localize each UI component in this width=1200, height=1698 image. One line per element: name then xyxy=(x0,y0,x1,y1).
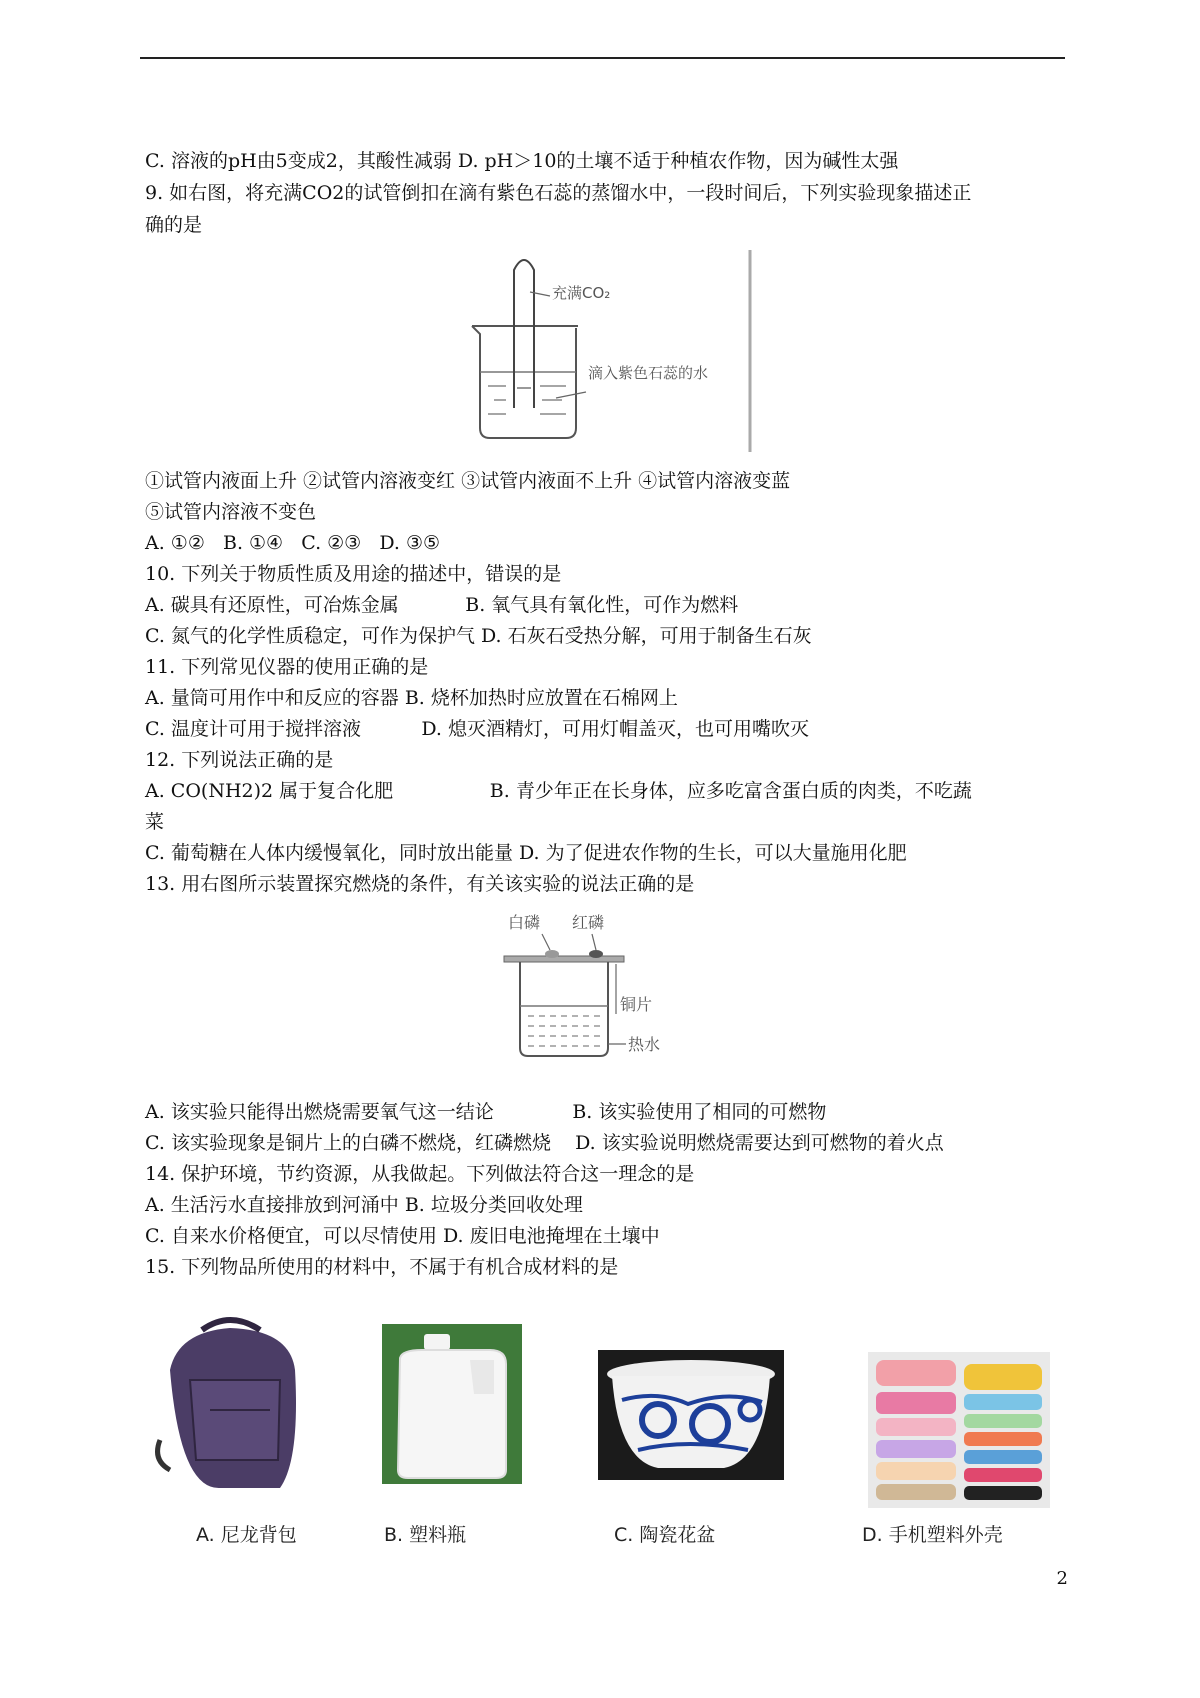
text-line: C. 溶液的pH由5变成2，其酸性减弱 D. pH＞10的土壤不适于种植农作物，因为碱性太强 xyxy=(145,150,899,172)
answer-options: A. ①② B. ①④ C. ②③ D. ③⑤ xyxy=(145,532,441,554)
text-line: 菜 xyxy=(145,811,165,833)
ceramic-flowerpot-image xyxy=(598,1350,784,1480)
question-9: 9. 如右图，将充满CO2的试管倒扣在滴有紫色石蕊的蒸馏水中，一段时间后，下列实验现象描述正 xyxy=(145,182,972,204)
text-line: ⑤试管内溶液不变色 xyxy=(145,501,317,523)
label-red-phosphorus: 红磷 xyxy=(572,913,605,932)
caption-c: C. 陶瓷花盆 xyxy=(614,1524,716,1546)
caption-a: A. 尼龙背包 xyxy=(196,1524,297,1546)
label-co2: 充满CO₂ xyxy=(552,284,611,302)
text-line: C. 自来水价格便宜，可以尽情使用 D. 废旧电池掩埋在土壤中 xyxy=(145,1225,660,1247)
plastic-bottle-image xyxy=(382,1324,522,1484)
caption-d: D. 手机塑料外壳 xyxy=(862,1524,1003,1546)
question-11: 11. 下列常见仪器的使用正确的是 xyxy=(145,656,429,678)
text-line: A. 碳具有还原性，可冶炼金属 B. 氧气具有氧化性，可作为燃料 xyxy=(145,594,739,616)
header-rule xyxy=(140,57,1065,59)
phone-cases-image xyxy=(868,1352,1050,1508)
co2-test-tube-figure xyxy=(466,248,756,454)
caption-b: B. 塑料瓶 xyxy=(384,1524,467,1546)
combustion-figure xyxy=(500,908,700,1068)
text-line: 确的是 xyxy=(145,214,203,236)
text-line: ①试管内液面上升 ②试管内溶液变红 ③试管内液面不上升 ④试管内溶液变蓝 xyxy=(145,470,791,492)
label-litmus-water: 滴入紫色石蕊的水 xyxy=(588,364,709,382)
question-12: 12. 下列说法正确的是 xyxy=(145,749,334,771)
text-line: A. 生活污水直接排放到河涌中 B. 垃圾分类回收处理 xyxy=(145,1194,583,1216)
text-line: A. CO(NH2)2 属于复合化肥 B. 青少年正在长身体，应多吃富含蛋白质的肉类，不吃蔬 xyxy=(145,780,972,802)
nylon-backpack-image xyxy=(150,1310,310,1490)
text-line: C. 温度计可用于搅拌溶液 D. 熄灭酒精灯，可用灯帽盖灭，也可用嘴吹灭 xyxy=(145,718,809,740)
text-line: A. 该实验只能得出燃烧需要氧气这一结论 B. 该实验使用了相同的可燃物 xyxy=(145,1101,827,1123)
question-10: 10. 下列关于物质性质及用途的描述中，错误的是 xyxy=(145,563,562,585)
text-line: C. 葡萄糖在人体内缓慢氧化，同时放出能量 D. 为了促进农作物的生长，可以大量施用化肥 xyxy=(145,842,907,864)
label-copper: 铜片 xyxy=(620,995,653,1014)
page-number: 2 xyxy=(1056,1568,1068,1589)
question-13: 13. 用右图所示装置探究燃烧的条件，有关该实验的说法正确的是 xyxy=(145,873,695,895)
text-line: A. 量筒可用作中和反应的容器 B. 烧杯加热时应放置在石棉网上 xyxy=(145,687,678,709)
label-white-phosphorus: 白磷 xyxy=(508,913,541,932)
question-15: 15. 下列物品所使用的材料中，不属于有机合成材料的是 xyxy=(145,1256,619,1278)
text-line: C. 氮气的化学性质稳定，可作为保护气 D. 石灰石受热分解，可用于制备生石灰 xyxy=(145,625,812,647)
text-line: C. 该实验现象是铜片上的白磷不燃烧，红磷燃烧 D. 该实验说明燃烧需要达到可燃物的着火点 xyxy=(145,1132,944,1154)
label-hot-water: 热水 xyxy=(628,1035,661,1054)
question-14: 14. 保护环境，节约资源，从我做起。下列做法符合这一理念的是 xyxy=(145,1163,695,1185)
